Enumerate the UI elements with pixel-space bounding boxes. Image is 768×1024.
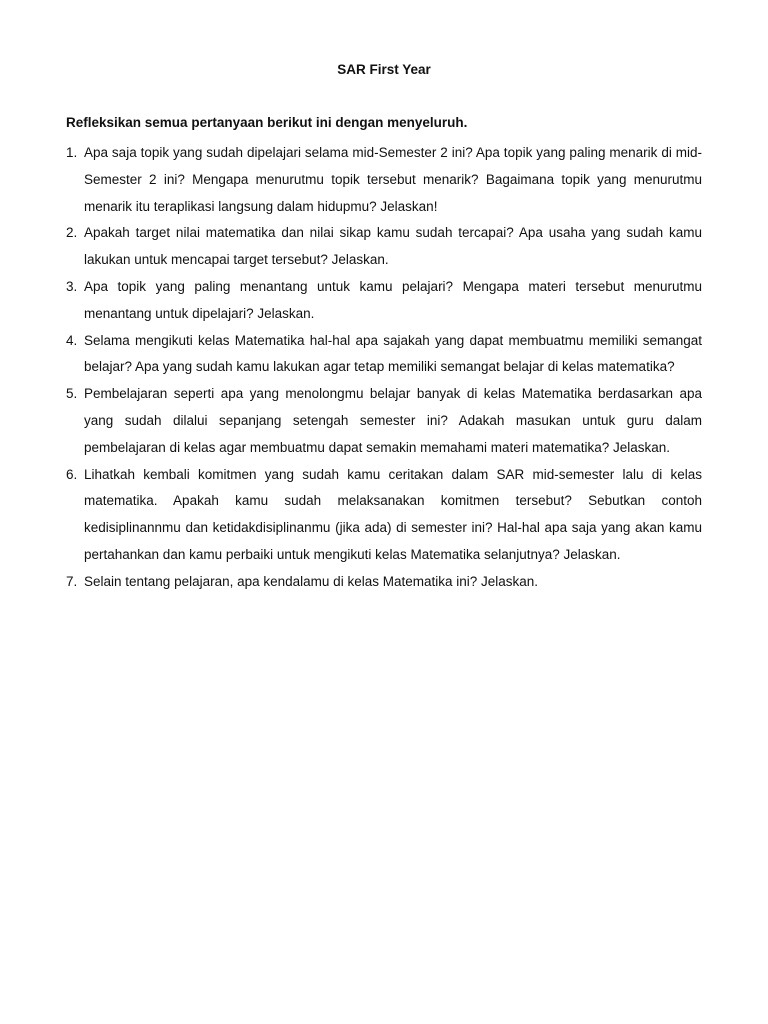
question-text: Apakah target nilai matematika dan nilai sikap kamu sudah tercapai? Apa usaha yang sudah kamu lakukan untuk mencapai target tersebut? Jelaskan.	[84, 225, 702, 268]
question-text: Apa saja topik yang sudah dipelajari selama mid-Semester 2 ini? Apa topik yang paling menarik di mid-Semester 2 ini? Mengapa menurutmu topik tersebut menarik? Bagaimana topik yang menurutmu menarik itu teraplikasi langsung dalam hidupmu? Jelaskan!	[84, 145, 702, 214]
question-number: 6.	[66, 466, 78, 482]
question-number: 2.	[66, 225, 78, 241]
question-item	[66, 274, 702, 328]
question-number: 1.	[66, 145, 78, 160]
question-item	[66, 220, 702, 274]
question-item	[66, 569, 702, 596]
question-number: 3.	[66, 278, 78, 294]
question-text: Selama mengikuti kelas Matematika hal-hal apa sajakah yang dapat membuatmu memiliki semangat belajar? Apa yang sudah kamu lakukan agar tetap memiliki semangat belajar di kelas matematika?	[84, 332, 702, 375]
question-item	[66, 328, 702, 382]
question-text: Pembelajaran seperti apa yang menolongmu belajar banyak di kelas Matematika berdasarkan apa yang sudah dilalui sepanjang setengah semester ini? Adakah masukan untuk guru dalam pembelajaran di kelas agar membuatmu dapat semakin memahami materi matematika? Jelaskan.	[84, 386, 702, 455]
question-text: Lihatkah kembali komitmen yang sudah kamu ceritakan dalam SAR mid-semester lalu di kelas matematika. Apakah kamu sudah melaksanakan komitmen tersebut? Sebutkan contoh kedisiplinannmu dan ketidakdisiplinanmu (jika ada) di semester ini? Hal-hal apa saja yang akan kamu pertahankan dan kamu perbaiki untuk mengikuti kelas Matematika selanjutnya? Jelaskan.	[84, 466, 702, 562]
question-text: Apa topik yang paling menantang untuk kamu pelajari? Mengapa materi tersebut menurutmu menantang untuk dipelajari? Jelaskan.	[84, 278, 702, 321]
question-number: 4.	[66, 332, 78, 348]
question-item	[66, 381, 702, 461]
question-item	[66, 462, 702, 569]
question-text: Selain tentang pelajaran, apa kendalamu di kelas Matematika ini? Jelaskan.	[84, 573, 539, 589]
instruction-text: Refleksikan semua pertanyaan berikut ini dengan menyeluruh.	[66, 115, 468, 130]
question-item	[66, 140, 702, 220]
question-number: 7.	[66, 573, 78, 589]
question-number: 5.	[66, 386, 78, 402]
document-title: SAR First Year	[337, 62, 431, 77]
question-list	[66, 140, 702, 596]
